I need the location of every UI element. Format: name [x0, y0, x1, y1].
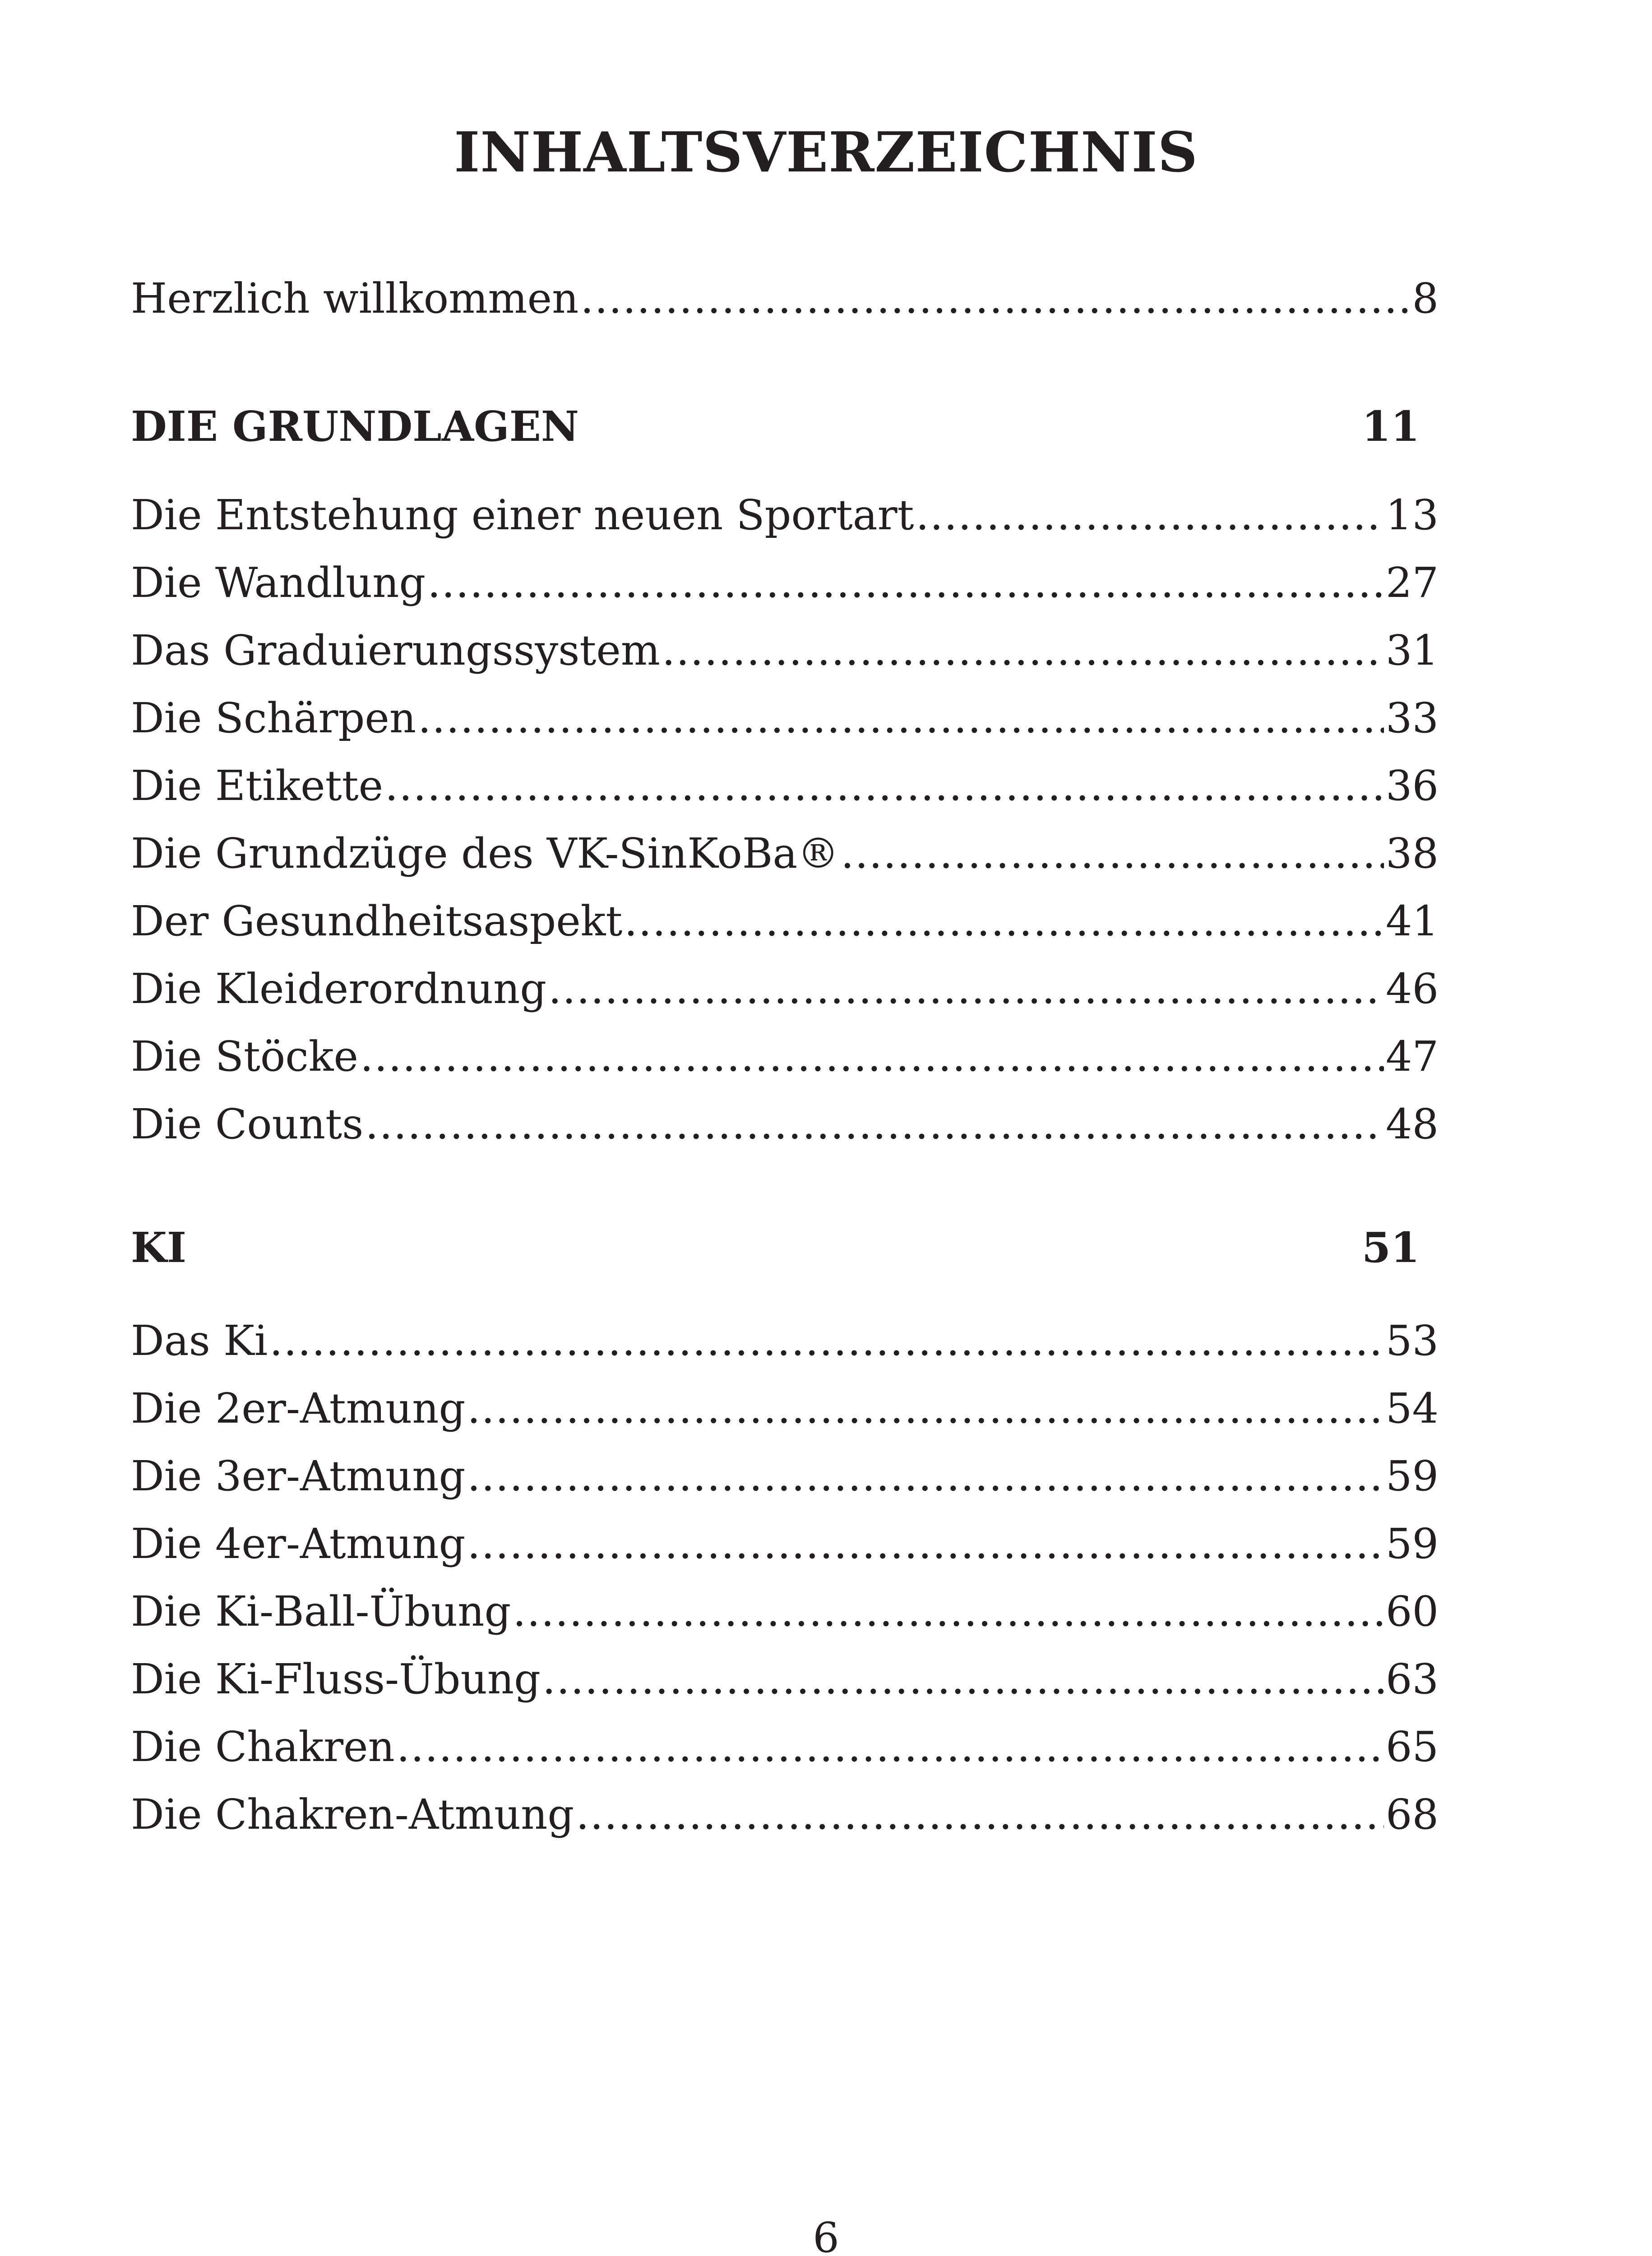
- section-heading-page: 11: [1361, 402, 1420, 451]
- dot-leader: [576, 1788, 1384, 1842]
- toc-entry-page: 59: [1385, 1520, 1439, 1568]
- toc-entry-label: Die Counts: [131, 1100, 364, 1148]
- toc-entry[interactable]: [131, 1382, 1439, 1436]
- toc-entry-page: 68: [1385, 1790, 1439, 1839]
- section-heading[interactable]: [131, 1218, 1439, 1277]
- toc-entry-label: Die Kleiderordnung: [131, 965, 547, 1013]
- section-heading-page: 51: [1361, 1223, 1420, 1272]
- dot-leader: [427, 556, 1384, 610]
- dot-leader: [624, 894, 1384, 948]
- toc-entry-page: 27: [1385, 559, 1439, 607]
- dot-leader: [467, 1382, 1384, 1436]
- toc-entry-page: 60: [1385, 1587, 1439, 1636]
- dot-leader: [467, 1449, 1384, 1503]
- toc-entry[interactable]: [131, 1720, 1439, 1774]
- dot-leader: [467, 1517, 1384, 1571]
- toc-entry-label: Die Schärpen: [131, 694, 416, 742]
- toc-entry-page: 36: [1385, 762, 1439, 810]
- toc-entry-label: Die Ki-Fluss-Übung: [131, 1655, 541, 1703]
- dot-leader: [841, 827, 1384, 881]
- toc-entry-label: Die Entstehung einer neuen Sportart: [131, 491, 914, 539]
- toc-entry-label: Die Ki-Ball-Übung: [131, 1587, 511, 1636]
- toc-entry-label: Die 2er-Atmung: [131, 1384, 466, 1433]
- toc-entry-page: 65: [1385, 1723, 1439, 1771]
- toc-entry-page: 59: [1385, 1452, 1439, 1500]
- toc-entry-page: 53: [1385, 1317, 1439, 1365]
- toc-entry-page: 33: [1385, 694, 1439, 742]
- toc-entry-label: Das Ki: [131, 1317, 268, 1365]
- toc-entry-label: Die Stöcke: [131, 1032, 358, 1081]
- toc-entry-label: Herzlich willkommen: [131, 274, 579, 323]
- dot-leader: [385, 759, 1384, 813]
- toc-entry-label: Die 4er-Atmung: [131, 1520, 466, 1568]
- toc-entry[interactable]: [131, 624, 1439, 678]
- section-heading-label: DIE GRUNDLAGEN: [131, 402, 579, 451]
- toc-entry[interactable]: [131, 1788, 1439, 1842]
- toc-entry-label: Die Chakren: [131, 1723, 395, 1771]
- section-heading-label: KI: [131, 1223, 186, 1272]
- dot-leader: [365, 1097, 1384, 1151]
- dot-leader: [916, 488, 1384, 542]
- toc-entry[interactable]: [131, 1585, 1439, 1639]
- toc-entry[interactable]: [131, 1097, 1439, 1151]
- dot-leader: [548, 962, 1384, 1016]
- toc-entry[interactable]: [131, 894, 1439, 948]
- toc-entry[interactable]: [131, 962, 1439, 1016]
- toc-entry-page: 47: [1385, 1032, 1439, 1081]
- toc-entry[interactable]: [131, 488, 1439, 542]
- toc-entry[interactable]: [131, 759, 1439, 813]
- toc-entry-page: 63: [1385, 1655, 1439, 1703]
- dot-leader: [513, 1585, 1384, 1639]
- dot-leader: [580, 272, 1410, 326]
- toc-entry[interactable]: [131, 1030, 1439, 1084]
- toc-entry-page: 54: [1385, 1384, 1439, 1433]
- toc-entry-label: Das Graduierungssystem: [131, 626, 661, 675]
- toc-entry[interactable]: [131, 1652, 1439, 1706]
- dot-leader: [269, 1314, 1384, 1368]
- toc-entry-label: Die Chakren-Atmung: [131, 1790, 574, 1839]
- toc-entry-page: 31: [1385, 626, 1439, 675]
- toc-entry-label: Die Grundzüge des VK-SinKoBa®: [131, 829, 839, 878]
- toc-entry-page: 8: [1412, 274, 1439, 323]
- toc-entry[interactable]: [131, 827, 1439, 881]
- toc-entry[interactable]: [131, 272, 1439, 326]
- toc-entry-page: 41: [1385, 897, 1439, 945]
- toc-entry[interactable]: [131, 1517, 1439, 1571]
- toc-entry-label: Die 3er-Atmung: [131, 1452, 466, 1500]
- toc-entry-label: Die Etikette: [131, 762, 384, 810]
- toc-entry[interactable]: [131, 691, 1439, 745]
- section-heading[interactable]: [131, 397, 1439, 456]
- toc-entry[interactable]: [131, 1314, 1439, 1368]
- toc-entry-page: 38: [1385, 829, 1439, 878]
- toc-entry-page: 48: [1385, 1100, 1439, 1148]
- page-title: INHALTSVERZEICHNIS: [454, 120, 1198, 185]
- dot-leader: [542, 1652, 1384, 1706]
- toc-entry-page: 13: [1385, 491, 1439, 539]
- page-number: 6: [813, 2214, 839, 2256]
- dot-leader: [662, 624, 1384, 678]
- toc-entry[interactable]: [131, 556, 1439, 610]
- toc-entry-label: Der Gesundheitsaspekt: [131, 897, 623, 945]
- toc-entry-label: Die Wandlung: [131, 559, 426, 607]
- toc-entry[interactable]: [131, 1449, 1439, 1503]
- toc-entry-page: 46: [1385, 965, 1439, 1013]
- dot-leader: [360, 1030, 1384, 1084]
- dot-leader: [418, 691, 1384, 745]
- dot-leader: [397, 1720, 1384, 1774]
